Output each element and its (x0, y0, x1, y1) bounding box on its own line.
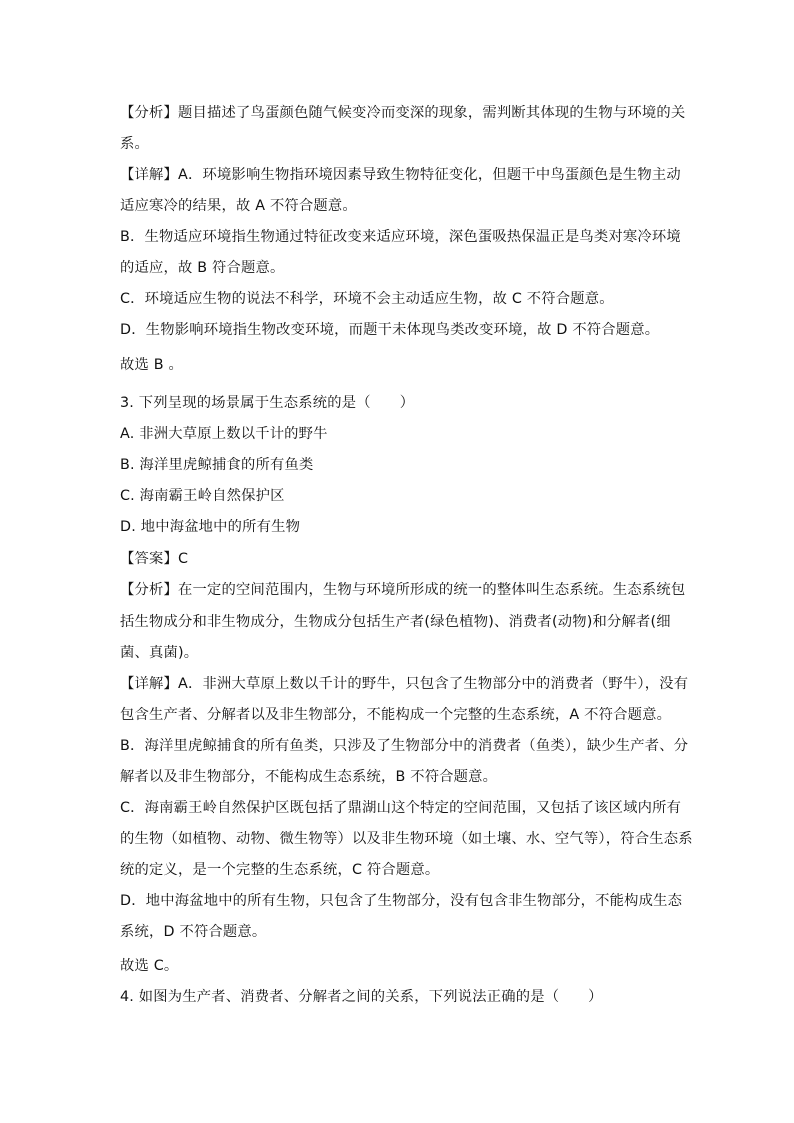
analysis-q2-line2: 系。 (120, 136, 149, 152)
detail-q3-c-line2: 的生物（如植物、动物、微生物等）以及非生物环境（如土壤、水、空气等），符合生态系 (120, 831, 693, 847)
analysis-q3-line1: 【分析】在一定的空间范围内，生物与环境所形成的统一的整体叫生态系统。生态系统包 (120, 582, 686, 598)
answer-q3-final: 故选 C。 (120, 958, 179, 974)
detail-q3-a-line2: 包含生产者、分解者以及非生物部分，不能构成一个完整的生态系统，A 不符合题意。 (120, 707, 672, 723)
answer-q3: 【答案】C (120, 551, 189, 567)
question-3: 3. 下列呈现的场景属于生态系统的是（ ） (120, 395, 415, 411)
detail-q3-b-line1: B．海洋里虎鲸捕食的所有鱼类，只涉及了生物部分中的消费者（鱼类），缺少生产者、分 (120, 738, 689, 754)
detail-q2-a-line2: 适应寒冷的结果，故 A 不符合题意。 (120, 198, 357, 214)
detail-q3-d-line1: D．地中海盆地中的所有生物，只包含了生物部分，没有包含非生物部分，不能构成生态 (120, 893, 683, 909)
option-d: D. 地中海盆地中的所有生物 (120, 519, 301, 535)
option-b: B. 海洋里虎鲸捕食的所有鱼类 (120, 457, 314, 473)
analysis-q3-line2: 括生物成分和非生物成分，生物成分包括生产者(绿色植物)、消费者(动物)和分解者(细 (120, 614, 671, 630)
detail-q2-b-line1: B．生物适应环境指生物通过特征改变来适应环境，深色蛋吸热保温正是鸟类对寒冷环境 (120, 229, 681, 245)
option-c: C. 海南霸王岭自然保护区 (120, 488, 285, 504)
detail-q2-b-line2: 的适应，故 B 符合题意。 (120, 260, 285, 276)
detail-q2-d: D．生物影响环境指生物改变环境，而题干未体现鸟类改变环境，故 D 不符合题意。 (120, 322, 660, 338)
detail-q3-b-line2: 解者以及非生物部分，不能构成生态系统，B 不符合题意。 (120, 769, 498, 785)
detail-q3-d-line2: 系统，D 不符合题意。 (120, 924, 267, 940)
detail-q3-a-line1: 【详解】A．非洲大草原上数以千计的野牛，只包含了生物部分中的消费者（野牛），没有 (120, 676, 689, 692)
detail-q3-c-line1: C．海南霸王岭自然保护区既包括了鼎湖山这个特定的空间范围，又包括了该区域内所有 (120, 800, 682, 816)
option-a: A. 非洲大草原上数以千计的野牛 (120, 426, 328, 442)
analysis-q3-line3: 菌、真菌)。 (120, 645, 199, 661)
detail-q2-a-line1: 【详解】A．环境影响生物指环境因素导致生物特征变化，但题干中鸟蛋颜色是生物主动 (120, 167, 681, 183)
detail-q3-c-line3: 统的定义，是一个完整的生态系统，C 符合题意。 (120, 862, 440, 878)
detail-q2-c: C．环境适应生物的说法不科学，环境不会主动适应生物，故 C 不符合题意。 (120, 291, 614, 307)
question-4: 4. 如图为生产者、消费者、分解者之间的关系，下列说法正确的是（ ） (120, 989, 603, 1005)
analysis-q2-line1: 【分析】题目描述了鸟蛋颜色随气候变冷而变深的现象，需判断其体现的生物与环境的关 (120, 105, 686, 121)
answer-q2: 故选 B 。 (120, 357, 183, 373)
